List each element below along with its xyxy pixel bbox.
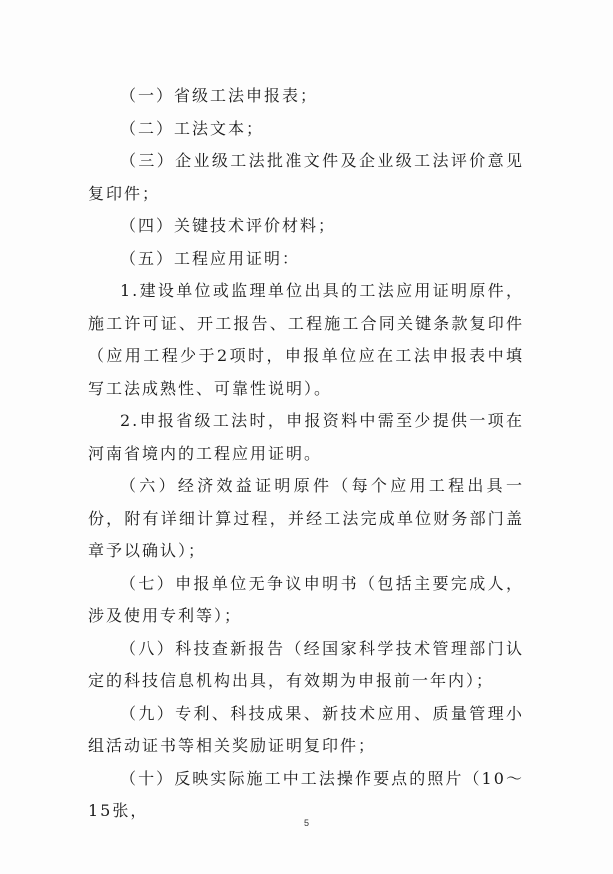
paragraph-item-8: （八）科技查新报告（经国家科学技术管理部门认定的科技信息机构出具，有效期为申报前一年内）；: [88, 638, 524, 690]
paragraph-item-1: （一）省级工法申报表；: [120, 86, 319, 105]
paragraph-item-10: （十）反映实际施工中工法操作要点的照片（10～15张，: [88, 768, 524, 820]
paragraph-item-9: （九）专利、科技成果、新技术应用、质量管理小组活动证书等相关奖励证明复印件；: [88, 703, 524, 755]
page-number: 5: [303, 818, 309, 828]
paragraph-item-4: （四）关键技术评价材料；: [120, 216, 337, 235]
paragraph-item-3: （三）企业级工法批准文件及企业级工法评价意见复印件；: [88, 151, 524, 203]
paragraph-subitem-2: 2.申报省级工法时，申报资料中需至少提供一项在河南省境内的工程应用证明。: [88, 411, 524, 463]
paragraph-item-2: （二）工法文本；: [120, 118, 265, 138]
paragraph-item-6: （六）经济效益证明原件（每个应用工程出具一份，附有详细计算过程，并经工法完成单位财务部门盖章予以确认）；: [88, 476, 524, 560]
paragraph-item-5: （五）工程应用证明：: [120, 248, 301, 268]
paragraph-item-7: （七）申报单位无争议申明书（包括主要完成人，涉及使用专利等）；: [88, 573, 524, 625]
document-body: [88, 80, 524, 828]
paragraph-subitem-1: 1.建设单位或监理单位出具的工法应用证明原件，施工许可证、开工报告、工程施工合同关键条款复印件（应用工程少于2项时，申报单位应在工法申报表中填写工法成熟性、可靠性说明）。: [88, 281, 524, 398]
